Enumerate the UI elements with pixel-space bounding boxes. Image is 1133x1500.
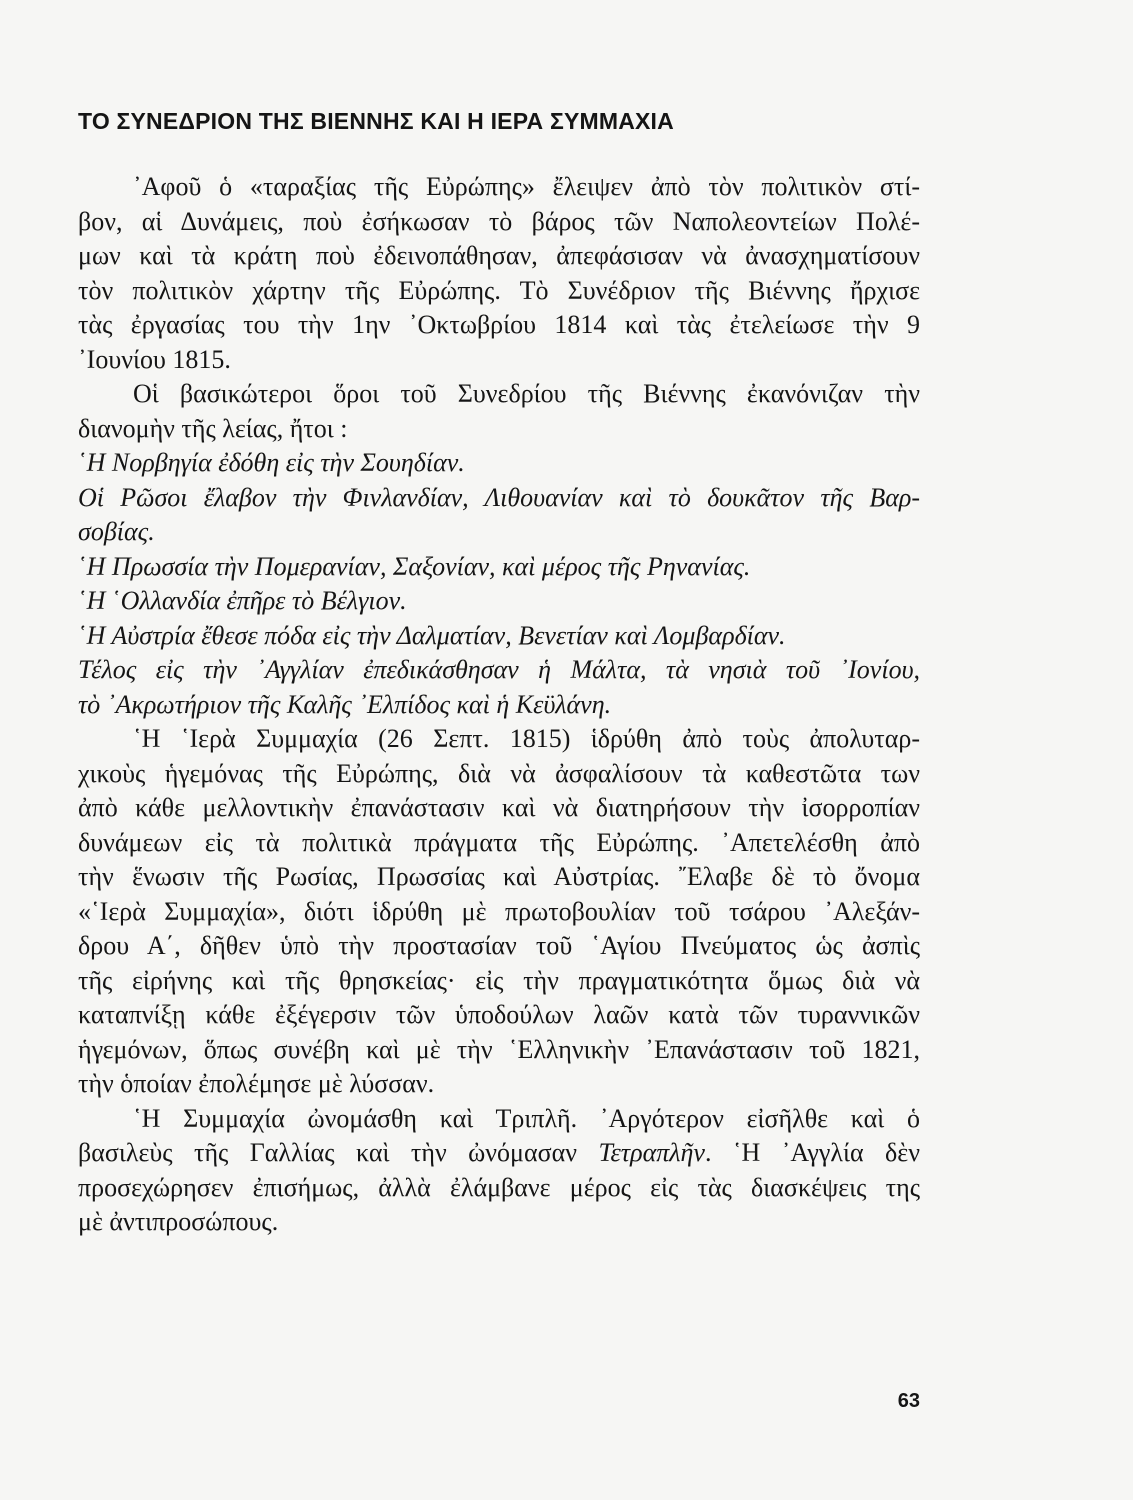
text-line: τῆς εἰρήνης καὶ τῆς θρησκείας· εἰς τὴν πραγματικότητα ὅμως διὰ νὰ bbox=[78, 965, 920, 995]
text-line: ἡγεμόνων, ὅπως συνέβη καὶ μὲ τὴν ῾Ελληνικὴν ᾿Επανάστασιν τοῦ 1821, bbox=[78, 1034, 920, 1064]
text-segment: βασιλεὺς τῆς Γαλλίας καὶ τὴν ὠνόμασαν bbox=[78, 1138, 599, 1167]
text-line: ἀπὸ κάθε μελλοντικὴν ἐπανάστασιν καὶ νὰ διατηρήσουν τὴν ἰσορροπίαν bbox=[78, 793, 920, 822]
text-line: ᾿Ιουνίου 1815. bbox=[78, 344, 231, 374]
treaty-term-line: ῾Η ῾Ολλανδία ἐπῆρε τὸ Βέλγιον. bbox=[78, 586, 407, 615]
treaty-term-line: τὸ ᾿Ακρωτήριον τῆς Καλῆς ᾿Ελπίδος καὶ ἡ Κεϋλάνη. bbox=[78, 689, 612, 719]
emphasis-text: Τετραπλῆν bbox=[598, 1138, 705, 1167]
text-line: «῾Ιερὰ Συμμαχία», διότι ἱδρύθη μὲ πρωτοβουλίαν τοῦ τσάρου ᾿Αλεξάν- bbox=[78, 896, 920, 926]
text-line: τὴν ὁποίαν ἐπολέμησε μὲ λύσσαν. bbox=[78, 1069, 435, 1098]
treaty-term-line: Τέλος εἰς τὴν ᾿Αγγλίαν ἐπεδικάσθησαν ἡ Μάλτα, τὰ νησιὰ τοῦ ᾿Ιονίου, bbox=[78, 655, 920, 684]
text-line: ᾿Αφοῦ ὁ «ταραξίας τῆς Εὐρώπης» ἔλειψεν ἀπὸ τὸν πολιτικὸν στί- bbox=[133, 172, 920, 201]
text-line: μὲ ἀντιπροσώπους. bbox=[78, 1207, 279, 1236]
text-line: μων καὶ τὰ κράτη ποὺ ἐδεινοπάθησαν, ἀπεφάσισαν νὰ ἀνασχηματίσουν bbox=[78, 241, 920, 270]
text-line: χικοὺς ἡγεμόνας τῆς Εὐρώπης, διὰ νὰ ἀσφαλίσουν τὰ καθεστῶτα των bbox=[78, 758, 920, 788]
text-line: δρου Α΄, δῆθεν ὑπὸ τὴν προστασίαν τοῦ ῾Αγίου Πνεύματος ὡς ἀσπὶς bbox=[78, 931, 920, 960]
treaty-term-line: Οἱ Ρῶσοι ἔλαβον τὴν Φινλανδίαν, Λιθουανίαν καὶ τὸ δουκᾶτον τῆς Βαρ- bbox=[78, 482, 920, 512]
text-line: δυνάμεων εἰς τὰ πολιτικὰ πράγματα τῆς Εὐρώπης. ᾿Απετελέσθη ἀπὸ bbox=[78, 827, 920, 857]
treaty-term-line: ῾Η Πρωσσία τὴν Πομερανίαν, Σαξονίαν, καὶ μέρος τῆς Ρηνανίας. bbox=[78, 551, 751, 581]
chapter-title: ΤΟ ΣΥΝΕΔΡΙΟΝ ΤΗΣ ΒΙΕΝΝΗΣ ΚΑΙ Η ΙΕΡΑ ΣΥΜΜΑΧΙΑ bbox=[78, 108, 674, 134]
text-line bbox=[78, 1136, 920, 1171]
treaty-term-line: ῾Η Αὐστρία ἔθεσε πόδα εἰς τὴν Δαλματίαν, Βενετίαν καὶ Λομβαρδίαν. bbox=[78, 620, 786, 650]
treaty-term-line: σοβίας. bbox=[78, 517, 155, 546]
text-line: βον, αἱ Δυνάμεις, ποὺ ἐσήκωσαν τὸ βάρος τῶν Ναπολεοντείων Πολέ- bbox=[78, 206, 920, 236]
text-line: ῾Η Συμμαχία ὠνομάσθη καὶ Τριπλῆ. ᾿Αργότερον εἰσῆλθε καὶ ὁ bbox=[133, 1103, 920, 1133]
text-line: διανομὴν τῆς λείας, ἤτοι : bbox=[78, 413, 348, 443]
text-line: τὸν πολιτικὸν χάρτην τῆς Εὐρώπης. Τὸ Συνέδριον τῆς Βιέννης ἤρχισε bbox=[78, 275, 920, 305]
text-line: ῾Η ῾Ιερὰ Συμμαχία (26 Σεπτ. 1815) ἱδρύθη ἀπὸ τοὺς ἀπολυταρ- bbox=[133, 724, 920, 753]
treaty-term-line: ῾Η Νορβηγία ἐδόθη εἰς τὴν Σουηδίαν. bbox=[78, 448, 465, 477]
text-line: καταπνίξῃ κάθε ἐξέγερσιν τῶν ὑποδούλων λαῶν κατὰ τῶν τυραννικῶν bbox=[78, 1000, 920, 1029]
text-line: Οἱ βασικώτεροι ὅροι τοῦ Συνεδρίου τῆς Βιέννης ἐκανόνιζαν τὴν bbox=[133, 379, 920, 408]
text-line: προσεχώρησεν ἐπισήμως, ἀλλὰ ἐλάμβανε μέρος εἰς τὰς διασκέψεις της bbox=[78, 1172, 920, 1202]
text-line: τὴν ἕνωσιν τῆς Ρωσίας, Πρωσσίας καὶ Αὐστρίας. ῎Ελαβε δὲ τὸ ὄνομα bbox=[78, 862, 920, 891]
text-line: τὰς ἐργασίας του τὴν 1ην ᾿Οκτωβρίου 1814 καὶ τὰς ἐτελείωσε τὴν 9 bbox=[78, 310, 920, 339]
body-text bbox=[78, 170, 920, 1240]
page-number: 63 bbox=[897, 1390, 920, 1412]
text-segment: . ῾Η ᾿Αγγλία δὲν bbox=[704, 1138, 920, 1167]
